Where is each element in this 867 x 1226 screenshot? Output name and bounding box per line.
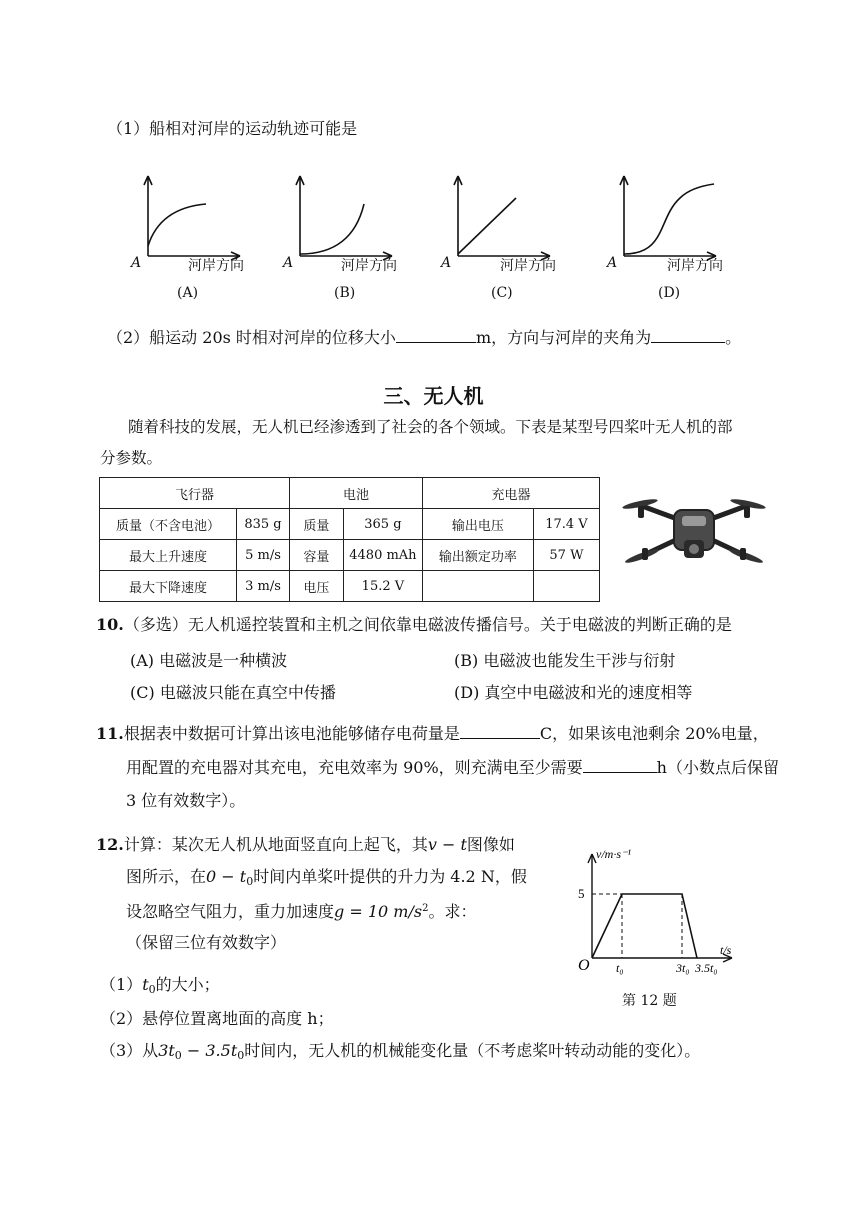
graph-a-option: (A) xyxy=(177,285,199,301)
table-header-battery: 电池 xyxy=(290,478,423,509)
table-cell: 最大上升速度 xyxy=(100,540,237,571)
section-intro-line2: 分参数。 xyxy=(100,449,163,467)
vt-chart xyxy=(570,838,750,976)
table-header-charger: 充电器 xyxy=(423,478,600,509)
table-cell: 电压 xyxy=(290,571,344,602)
table-row xyxy=(100,571,600,602)
table-cell: 输出电压 xyxy=(423,509,534,540)
table-cell xyxy=(533,571,599,602)
section-intro-line1: 随着科技的发展，无人机已经渗透到了社会的各个领域。下表是某型号四桨叶无人机的部 xyxy=(128,418,733,436)
answer-blank-displacement[interactable] xyxy=(396,326,476,343)
graph-d-option: (D) xyxy=(658,285,681,301)
graph-c-axis-label: 河岸方向 xyxy=(500,258,556,274)
answer-blank-angle[interactable] xyxy=(651,326,725,343)
table-cell: 质量 xyxy=(290,509,344,540)
q10-option-a[interactable]: (A) 电磁波是一种横波 xyxy=(130,651,288,670)
table-header-aircraft: 飞行器 xyxy=(100,478,290,509)
graph-b-origin: A xyxy=(283,255,294,271)
q10-option-d[interactable]: (D) 真空中电磁波和光的速度相等 xyxy=(454,683,693,702)
question-12-sub2: （2）悬停位置离地面的高度 h； xyxy=(100,1009,334,1028)
q10-option-b[interactable]: (B) 电磁波也能发生干涉与衍射 xyxy=(454,651,676,670)
table-cell: 容量 xyxy=(290,540,344,571)
graph-c xyxy=(454,176,550,260)
chart-y-tick: 5 xyxy=(578,886,585,901)
table-cell: 365 g xyxy=(343,509,422,540)
vt-series-line xyxy=(592,894,697,958)
question-11-line3: 3 位有效数字）。 xyxy=(126,791,246,810)
graph-a xyxy=(144,176,240,260)
table-cell: 最大下降速度 xyxy=(100,571,237,602)
graph-d xyxy=(620,176,716,260)
question-12-sub1: $(1)t_0$的大小； xyxy=(100,975,220,996)
section-title: 三、无人机 xyxy=(383,384,484,408)
chart-x-label: t/s xyxy=(720,943,732,957)
question-12-sub3: （3）从$3t_0 - 3.5t_0$时间内，无人机的机械能变化量（不考虑桨叶转动动能的变化）。 xyxy=(100,1041,701,1062)
graph-c-origin: A xyxy=(441,255,452,271)
answer-blank-charge[interactable] xyxy=(460,722,540,739)
question-1-text: （1）船相对河岸的运动轨迹可能是 xyxy=(107,119,358,138)
drone-parameter-table xyxy=(99,477,600,602)
table-cell: 5 m/s xyxy=(237,540,290,571)
question-10: 10.（多选）无人机遥控装置和主机之间依靠电磁波传播信号。关于电磁波的判断正确的是 xyxy=(96,615,732,634)
chart-origin: O xyxy=(578,957,590,974)
table-cell: 输出额定功率 xyxy=(423,540,534,571)
table-header-row xyxy=(100,478,600,509)
table-cell: 质量（不含电池） xyxy=(100,509,237,540)
question-12-line4: （保留三位有效数字） xyxy=(126,933,287,952)
table-cell xyxy=(423,571,534,602)
drone-illustration xyxy=(618,484,770,580)
question-12-line1: 12.计算：某次无人机从地面竖直向上起飞，其v − t图像如 xyxy=(96,835,515,854)
table-cell: 15.2 V xyxy=(343,571,422,602)
question-12-line3: 设忽略空气阻力，重力加速度g = 10 $m/s^2$。求： xyxy=(126,902,477,921)
chart-y-label: v/m·s⁻¹ xyxy=(596,847,631,861)
question-2-text: （2）船运动 20s 时相对河岸的位移大小 m，方向与河岸的夹角为 。 xyxy=(107,328,742,347)
graph-a-axis-label: 河岸方向 xyxy=(188,258,244,274)
x-tick-label: 3t₀ xyxy=(676,961,690,975)
table-cell: 835 g xyxy=(237,509,290,540)
graph-d-origin: A xyxy=(607,255,618,271)
table-row xyxy=(100,509,600,540)
table-cell: 57 W xyxy=(533,540,599,571)
x-tick-label: 3.5t₀ xyxy=(695,961,718,975)
table-cell: 4480 mAh xyxy=(343,540,422,571)
graph-d-axis-label: 河岸方向 xyxy=(667,258,723,274)
table-cell: 17.4 V xyxy=(533,509,599,540)
answer-blank-time[interactable] xyxy=(583,756,657,773)
graph-b xyxy=(296,176,392,260)
question-11-line1: 11.根据表中数据可计算出该电池能够储存电荷量是 C，如果该电池剩余 20%电量， xyxy=(96,724,769,743)
question-12-line2: 图所示，在$0 - t_0$时间内单桨叶提供的升力为 4.2 N，假 xyxy=(126,867,527,888)
q10-option-c[interactable]: (C) 电磁波只能在真空中传播 xyxy=(130,683,336,702)
table-row xyxy=(100,540,600,571)
graph-b-axis-label: 河岸方向 xyxy=(341,258,397,274)
graph-a-origin: A xyxy=(131,255,142,271)
question-11-line2: 用配置的充电器对其充电，充电效率为 90%，则充满电至少需要 h（小数点后保留 xyxy=(126,758,779,777)
graph-c-option: (C) xyxy=(491,285,513,301)
graph-b-option: (B) xyxy=(334,285,356,301)
x-tick-label: t₀ xyxy=(616,961,624,975)
chart-caption: 第 12 题 xyxy=(622,993,677,1009)
table-cell: 3 m/s xyxy=(237,571,290,602)
